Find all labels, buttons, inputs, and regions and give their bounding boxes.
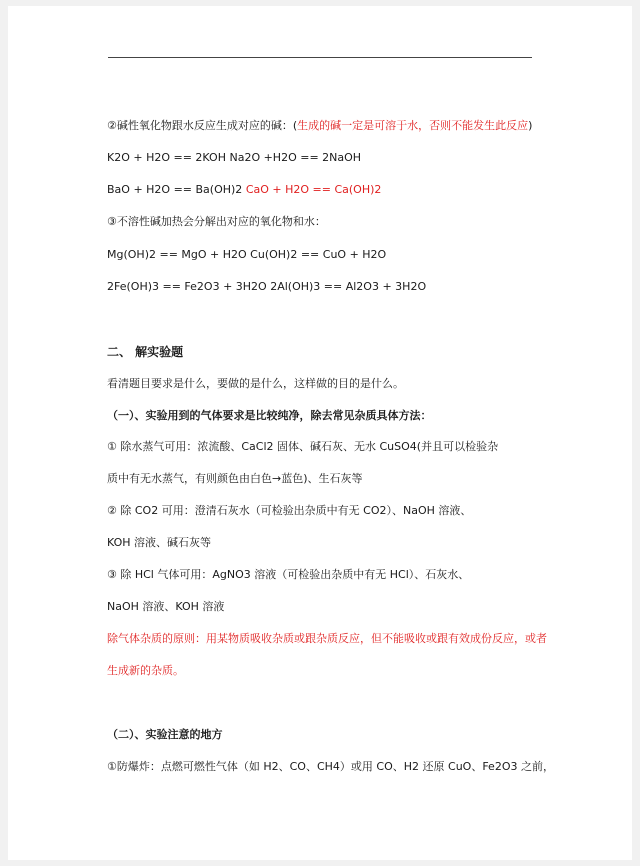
red-note: 生成的碱一定是可溶于水，否则不能发生此反应 (297, 119, 529, 132)
equation-line-mg-cu (107, 248, 386, 262)
red-equation: CaO + H2O == Ca(OH)2 (245, 183, 382, 196)
text-segment: ) (528, 119, 533, 132)
text-line-remove-water (107, 440, 498, 454)
text-segment: KOH 溶液、碱石灰等 (107, 536, 212, 549)
principle-text: 除气体杂质的原则：用某物质吸收杂质或跟杂质反应，但不能吸收或跟有效成份反应，或者 (107, 632, 547, 645)
text-line-remove-co2 (107, 504, 471, 518)
section-heading-experiment (107, 345, 183, 359)
equation-line-bao-cao (107, 183, 381, 197)
header-rule (108, 57, 532, 58)
text-segment: 看清题目要求是什么，要做的是什么，这样做的目的是什么。 (107, 377, 404, 390)
equation-text: BaO + H2O == Ba(OH)2 (107, 183, 246, 196)
text-line-read-question (107, 377, 404, 391)
text-segment: ① 除水蒸气可用：浓流酸、CaCl2 固体、碱石灰、无水 CuSO4(并且可以检验杂 (107, 440, 499, 453)
text-segment: ③不溶性碱加热会分解出对应的氧化物和水： (107, 215, 326, 228)
principle-text: 生成新的杂质。 (107, 664, 184, 677)
text-line-remove-co2-cont (107, 536, 211, 550)
text-segment: ② 除 CO2 可用：澄清石灰水（可检验出杂质中有无 CO2）、NaOH 溶液、 (107, 504, 472, 517)
subheading-experiment-notes (107, 728, 223, 742)
text-line-remove-hcl-cont (107, 600, 224, 614)
subheading-gas-purity (107, 409, 432, 423)
subheading-text: （一）、实验用到的气体要求是比较纯净，除去常见杂质具体方法： (107, 409, 432, 422)
subheading-text: （二）、实验注意的地方 (107, 728, 223, 741)
equation-text: 2Fe(OH)3 == Fe2O3 + 3H2O 2Al(OH)3 == Al2O3 + 3H2O (107, 280, 427, 293)
text-segment: NaOH 溶液、KOH 溶液 (107, 600, 225, 613)
text-segment: 质中有无水蒸气，有则颜色由白色→蓝色)、生石灰等 (107, 472, 363, 485)
equation-text: Mg(OH)2 == MgO + H2O Cu(OH)2 == CuO + H2O (107, 248, 387, 261)
document-page (8, 6, 632, 860)
text-segment: ③ 除 HCl 气体可用：AgNO3 溶液（可检验出杂质中有无 HCl）、石灰水、 (107, 568, 470, 581)
red-principle-line-cont (107, 664, 184, 678)
text-segment: ②碱性氧化物跟水反应生成对应的碱：( (107, 119, 298, 132)
text-segment: ①防爆炸：点燃可燃性气体（如 H2、CO、CH4）或用 CO、H2 还原 CuO、Fe2O3 之前， (107, 760, 554, 773)
text-line-explosion-prevention (107, 760, 554, 774)
text-line-insoluble-base (107, 215, 326, 229)
text-line-basic-oxide-water (107, 119, 532, 133)
equation-text: K2O + H2O == 2KOH Na2O +H2O == 2NaOH (107, 151, 362, 164)
equation-line-k2o-na2o (107, 151, 361, 165)
red-principle-line (107, 632, 547, 646)
heading-text: 二、 解实验题 (107, 345, 184, 359)
text-line-remove-hcl (107, 568, 469, 582)
equation-line-fe-al (107, 280, 426, 294)
text-line-remove-water-cont (107, 472, 363, 486)
